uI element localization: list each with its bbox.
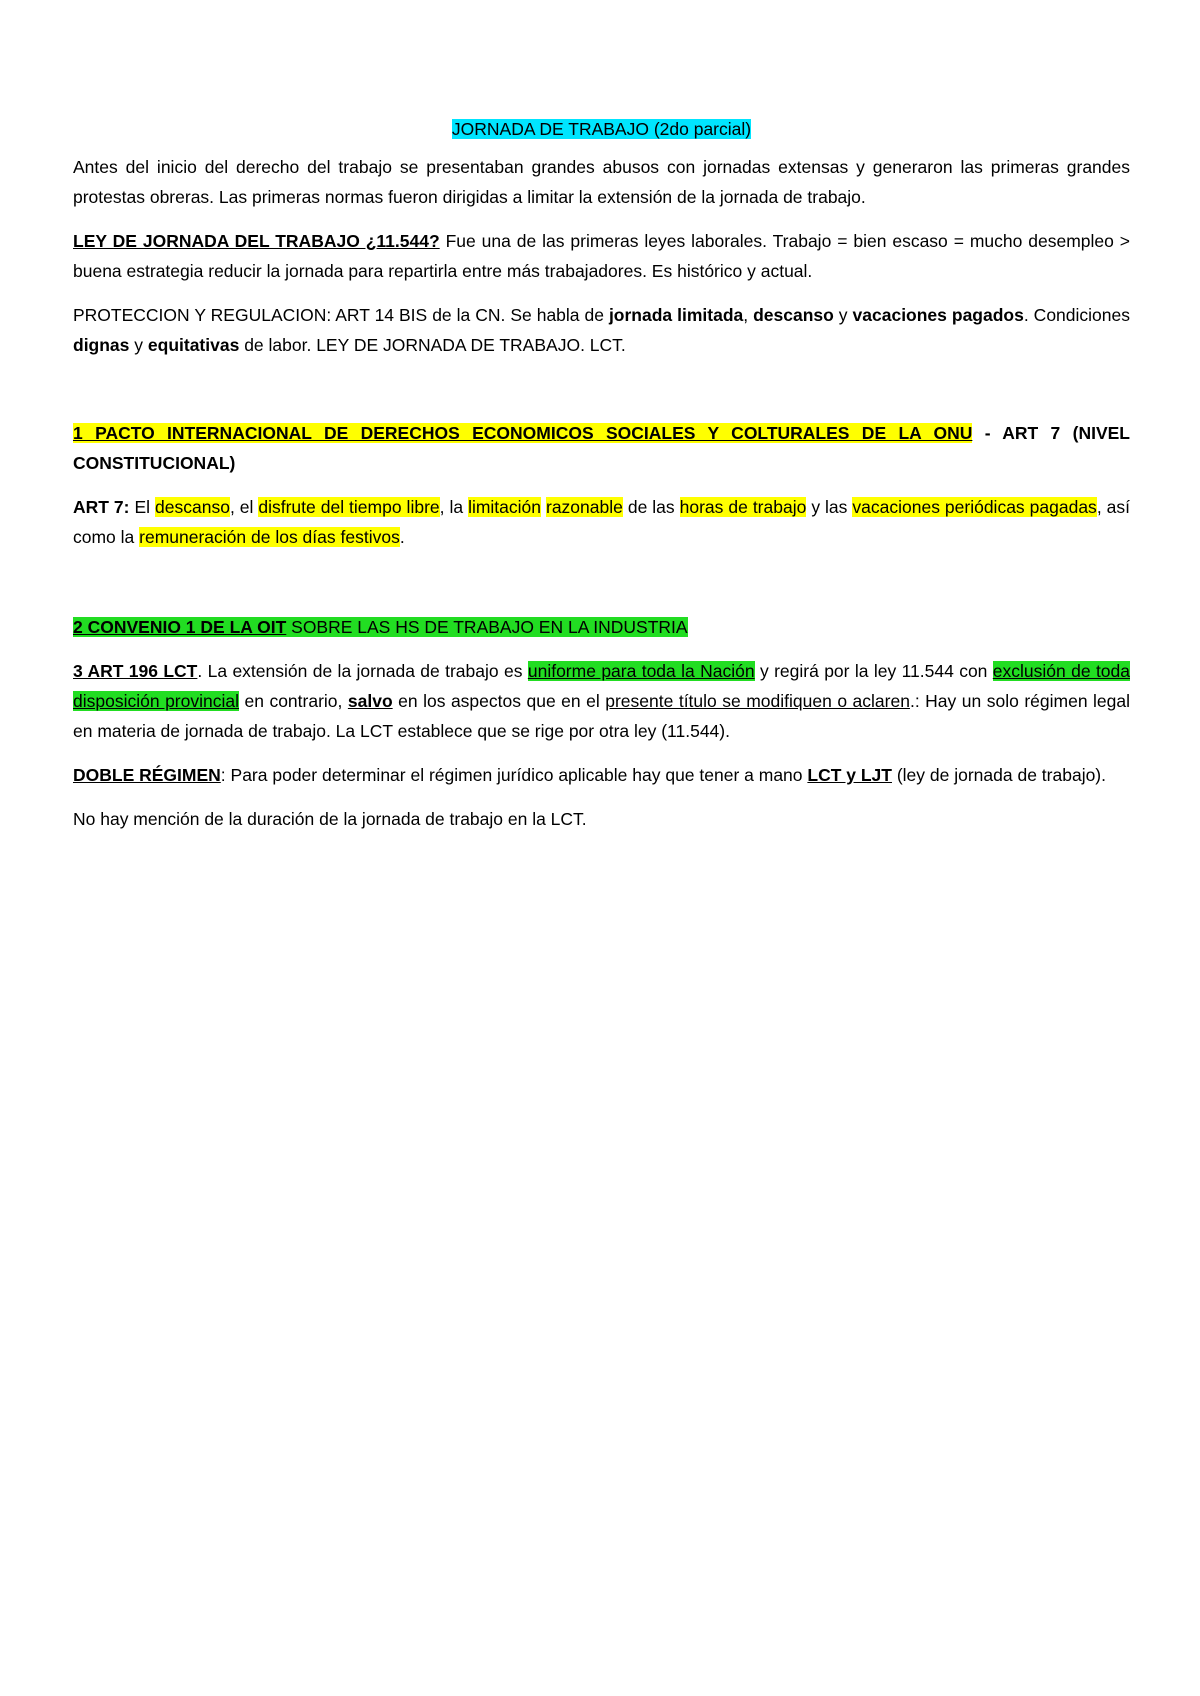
art7-lead: ART 7: (73, 497, 130, 517)
art7-text-7: , así como la (73, 497, 1130, 547)
doble-regimen-lead: DOBLE RÉGIMEN (73, 765, 221, 785)
document-body (73, 114, 1130, 848)
proteccion-text-4: . Condiciones (1023, 305, 1130, 325)
proteccion-text-2: , (743, 305, 754, 325)
paragraph-intro (73, 152, 1130, 212)
art196-text-2: y regirá por la ley 11.544 con (754, 661, 993, 681)
art7-text-3: , la (439, 497, 469, 517)
doble-regimen-underline: LCT y LJT (807, 765, 892, 785)
spacer (73, 566, 1130, 612)
last-text: No hay mención de la duración de la jornada de trabajo en la LCT. (73, 809, 587, 829)
art196-lead: 3 ART 196 LCT (73, 661, 198, 681)
art196-highlight-2: exclusión de toda disposición provincial (73, 661, 1130, 711)
ley-jornada-text: Fue una de las primeras leyes laborales. Trabajo = bien escaso = mucho desempleo > buena estrategia reducir la jornada para repartirla entre más trabajadores. Es histórico y actual. (73, 231, 1130, 281)
paragraph-art7 (73, 492, 1130, 552)
art7-highlight-2: disfrute del tiempo libre (258, 497, 440, 517)
art7-highlight-5: horas de trabajo (679, 497, 807, 517)
intro-text: Antes del inicio del derecho del trabajo se presentaban grandes abusos con jornadas extensas y generaron las primeras grandes protestas obreras. Las primeras normas fueron dirigidas a limitar la extensión de la jornada de trabajo. (73, 157, 1130, 207)
paragraph-art196 (73, 656, 1130, 746)
art7-text-1: El (129, 497, 156, 517)
page-title (73, 114, 1130, 144)
art196-text-1: . La extensión de la jornada de trabajo es (197, 661, 528, 681)
art7-text-8: . (399, 527, 405, 547)
ley-jornada-heading: LEY DE JORNADA DEL TRABAJO ¿11.544? (73, 231, 440, 251)
section-convenio-heading (73, 612, 1130, 642)
art196-text-3: en contrario, (239, 691, 348, 711)
proteccion-text-5: y (129, 335, 148, 355)
art7-text-6: y las (806, 497, 853, 517)
art7-highlight-4: razonable (546, 497, 623, 517)
art196-text-4: en los aspectos que en el (392, 691, 606, 711)
proteccion-text-6: de labor. LEY DE JORNADA DE TRABAJO. LCT. (239, 335, 626, 355)
pacto-heading-text: 1 PACTO INTERNACIONAL DE DERECHOS ECONOMICOS SOCIALES Y COLTURALES DE LA ONU (73, 423, 973, 443)
proteccion-bold-1: jornada limitada (608, 305, 744, 325)
proteccion-bold-2: descanso (753, 305, 834, 325)
art7-highlight-7: remuneración de los días festivos (139, 527, 400, 547)
section-pacto-heading (73, 418, 1130, 478)
spacer (73, 374, 1130, 418)
art196-underline-1: salvo (347, 691, 393, 711)
paragraph-ley-jornada (73, 226, 1130, 286)
convenio-heading-rest: SOBRE LAS HS DE TRABAJO EN LA INDUSTRIA (286, 617, 688, 637)
proteccion-bold-4: dignas (73, 335, 130, 355)
proteccion-bold-3: vacaciones pagados (852, 305, 1024, 325)
title-text: JORNADA DE TRABAJO (2do parcial) (451, 119, 752, 139)
art7-text-5: de las (622, 497, 680, 517)
convenio-heading-text: 2 CONVENIO 1 DE LA OIT (73, 617, 287, 637)
pacto-heading-rest: - ART 7 (NIVEL CONSTITUCIONAL) (73, 423, 1130, 473)
art7-highlight-1: descanso (155, 497, 230, 517)
paragraph-doble-regimen (73, 760, 1130, 790)
proteccion-text-1: PROTECCION Y REGULACION: ART 14 BIS de la CN. Se habla de (73, 305, 609, 325)
art7-highlight-6: vacaciones periódicas pagadas (852, 497, 1097, 517)
proteccion-bold-5: equitativas (147, 335, 240, 355)
art7-text-2: , el (229, 497, 259, 517)
paragraph-proteccion (73, 300, 1130, 360)
art196-text-5: .: Hay un solo régimen legal en materia de jornada de trabajo. La LCT establece que se rige por otra ley (11.544). (73, 691, 1131, 741)
art196-underline-2: presente título se modifiquen o aclaren (605, 691, 910, 711)
art7-highlight-3: limitación (468, 497, 542, 517)
art196-highlight-1: uniforme para toda la Nación (527, 661, 755, 681)
paragraph-last (73, 804, 1130, 834)
proteccion-text-3: y (833, 305, 853, 325)
doble-regimen-text-1: : Para poder determinar el régimen jurídico aplicable hay que tener a mano (220, 765, 808, 785)
doble-regimen-text-2: (ley de jornada de trabajo). (891, 765, 1107, 785)
